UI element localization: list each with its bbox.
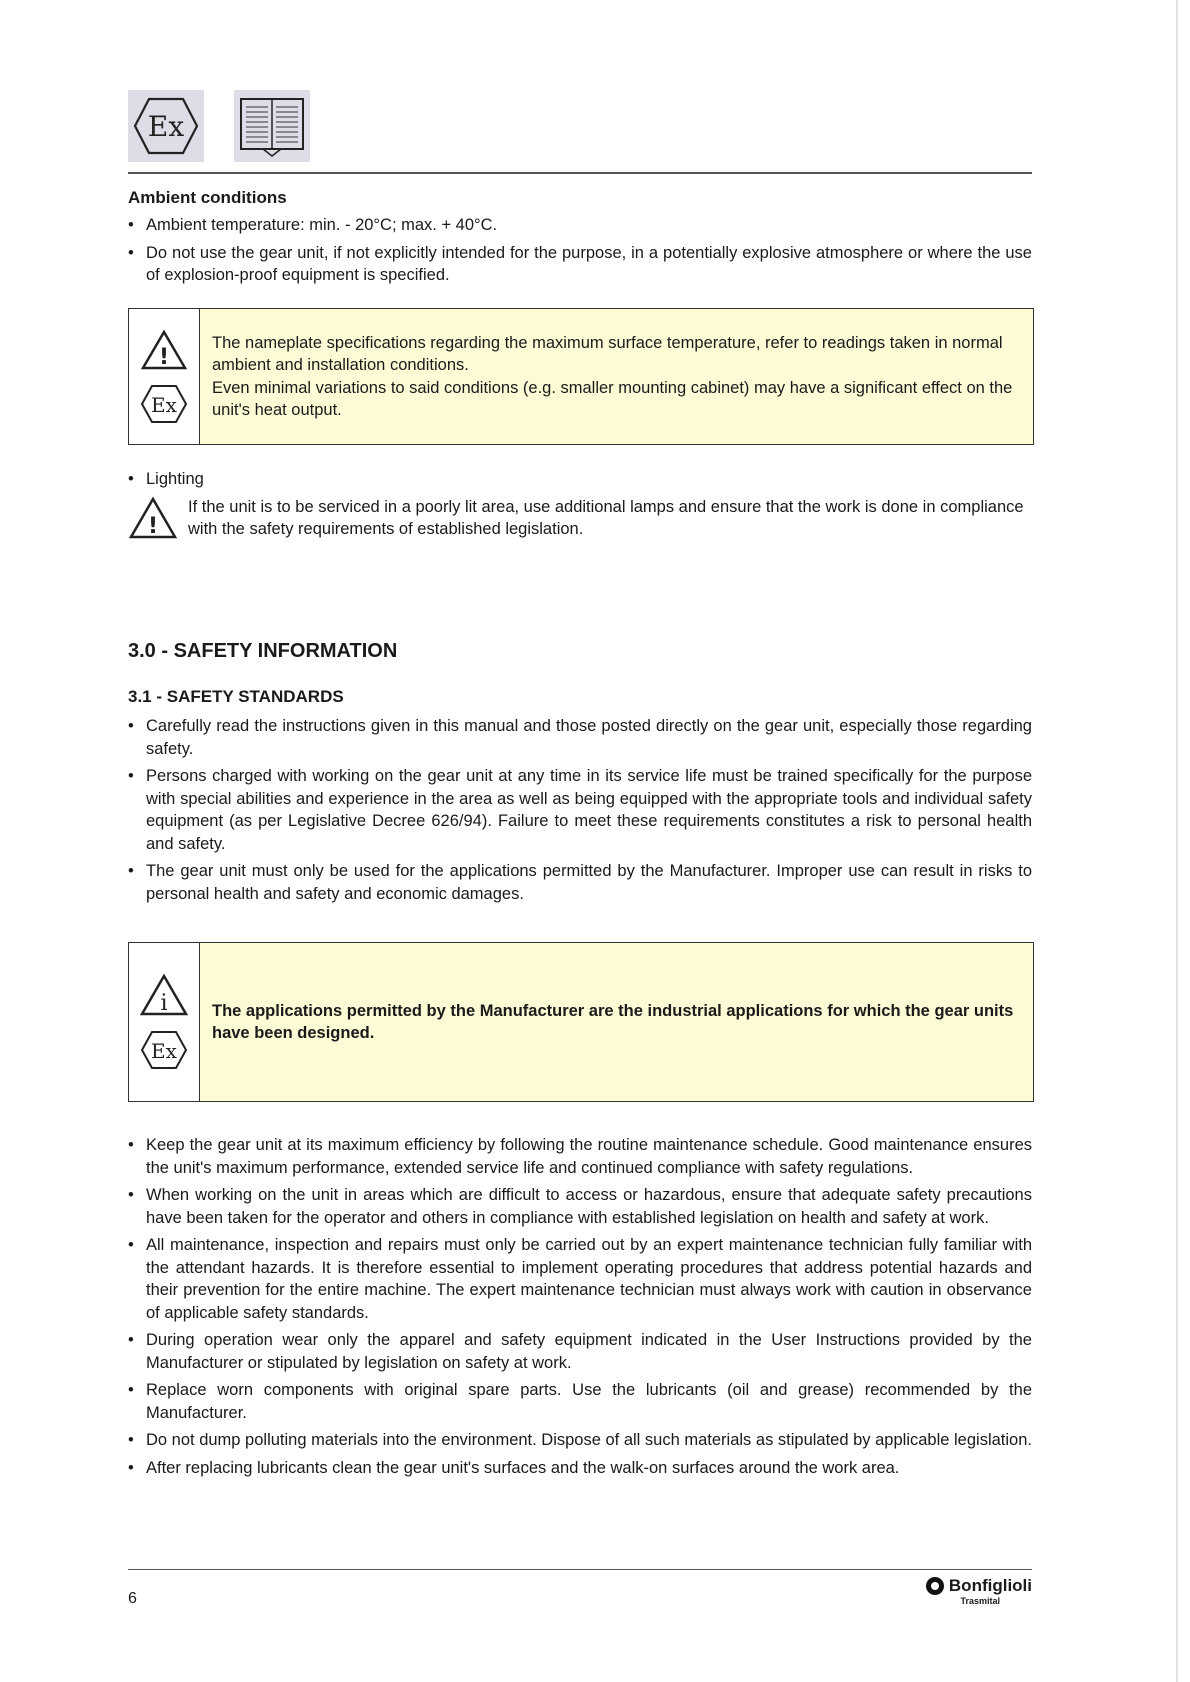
note-text [200, 943, 1033, 1101]
list-item: • Replace worn components with original spare parts. Use the lubricants (oil and grease) recommended by the Manufacturer. [128, 1379, 1032, 1424]
maintenance-section [128, 1134, 1032, 1484]
note-line: Even minimal variations to said conditions (e.g. smaller mounting cabinet) may have a significant effect on the unit's heat output. [212, 378, 1013, 419]
note-icons [129, 943, 200, 1101]
list-item: • All maintenance, inspection and repairs must only be carried out by an expert maintenance technician fully familiar with the attendant hazards. It is therefore essential to implement operating procedures that address potential hazards and their prevention for the entire machine. The expert maintenance technician must always work with caution in observance of applicable safety standards. [128, 1234, 1032, 1324]
svg-text:Ex: Ex [151, 1039, 177, 1063]
brand-logo [925, 1576, 1032, 1606]
header-icons [128, 90, 310, 162]
lighting-warning [128, 496, 1032, 541]
safety-section [128, 640, 1032, 910]
warning-note-box [128, 308, 1034, 445]
warning-triangle-icon [140, 329, 188, 371]
svg-text:Ex: Ex [147, 110, 185, 143]
list-item: • During operation wear only the apparel and safety equipment indicated in the User Instructions provided by the Manufacturer or stipulated by legislation on safety at work. [128, 1329, 1032, 1374]
ex-hexagon-icon [139, 383, 189, 425]
manual-book-icon [234, 90, 310, 162]
info-note-box [128, 942, 1034, 1102]
brand-sub: Trasmital [960, 1596, 1000, 1606]
list-item: • Persons charged with working on the gear unit at any time in its service life must be trained specifically for the purpose with special abilities and experience in the area as well as being equipped with the appropriate tools and individual safety equipment (as per Legislative Decree 626/94). Failure to meet these requirements constitutes a risk to personal health and safety. [128, 765, 1032, 855]
list-item: • Do not use the gear unit, if not explicitly intended for the purpose, in a potentially explosive atmosphere or where the use of explosion-proof equipment is specified. [128, 242, 1032, 287]
list-item: • When working on the unit in areas which are difficult to access or hazardous, ensure that adequate safety precautions have been taken for the operator and others in compliance with established legislation on health and safety at work. [128, 1184, 1032, 1229]
lighting-warning-text: If the unit is to be serviced in a poorly lit area, use additional lamps and ensure that the work is done in compliance with the safety requirements of established legislation. [188, 497, 1024, 538]
note-icons [129, 309, 200, 444]
list-item: • Lighting [128, 468, 1032, 491]
list-item: • Carefully read the instructions given in this manual and those posted directly on the gear unit, especially those regarding safety. [128, 715, 1032, 760]
svg-text:!: ! [147, 513, 159, 539]
ex-hexagon-icon [128, 90, 204, 162]
page-number: 6 [128, 1590, 137, 1607]
lighting-list [128, 468, 1032, 491]
ex-hexagon-icon [139, 1029, 189, 1071]
brand-logo-icon [925, 1576, 945, 1596]
ambient-section [128, 188, 1032, 292]
brand-row [925, 1576, 1032, 1596]
svg-text:!: ! [158, 344, 170, 370]
list-item: • After replacing lubricants clean the gear unit's surfaces and the walk-on surfaces around the work area. [128, 1457, 1032, 1480]
warning-triangle-icon [128, 496, 178, 540]
page-edge [1176, 0, 1178, 1682]
note-line: The nameplate specifications regarding the maximum surface temperature, refer to readings taken in normal ambient and installation conditions. [212, 333, 1003, 374]
brand-name: Bonfiglioli [948, 1576, 1032, 1595]
list-item: • The gear unit must only be used for the applications permitted by the Manufacturer. Improper use can result in risks to personal health and safety and economic damages. [128, 860, 1032, 905]
ambient-list [128, 214, 1032, 287]
header-rule [128, 172, 1032, 174]
ambient-heading: Ambient conditions [128, 188, 287, 207]
svg-text:i: i [160, 991, 168, 1016]
maintenance-list [128, 1134, 1032, 1479]
note-text [200, 309, 1033, 444]
lighting-section [128, 468, 1032, 541]
list-item: • Ambient temperature: min. - 20°C; max. + 40°C. [128, 214, 1032, 237]
list-item: • Do not dump polluting materials into the environment. Dispose of all such materials as stipulated by applicable legislation. [128, 1429, 1032, 1452]
safety-list [128, 715, 1032, 905]
footer-rule [128, 1569, 1032, 1570]
info-triangle-icon [139, 973, 189, 1017]
svg-text:Ex: Ex [151, 392, 177, 417]
section-subtitle: 3.1 - SAFETY STANDARDS [128, 687, 344, 706]
section-title: 3.0 - SAFETY INFORMATION [128, 640, 398, 662]
note-line: The applications permitted by the Manufacturer are the industrial applications for which the gear units have been designed. [212, 1001, 1014, 1042]
list-item: • Keep the gear unit at its maximum efficiency by following the routine maintenance schedule. Good maintenance ensures the unit's maximum performance, extended service life and continued compliance with safety regulations. [128, 1134, 1032, 1179]
